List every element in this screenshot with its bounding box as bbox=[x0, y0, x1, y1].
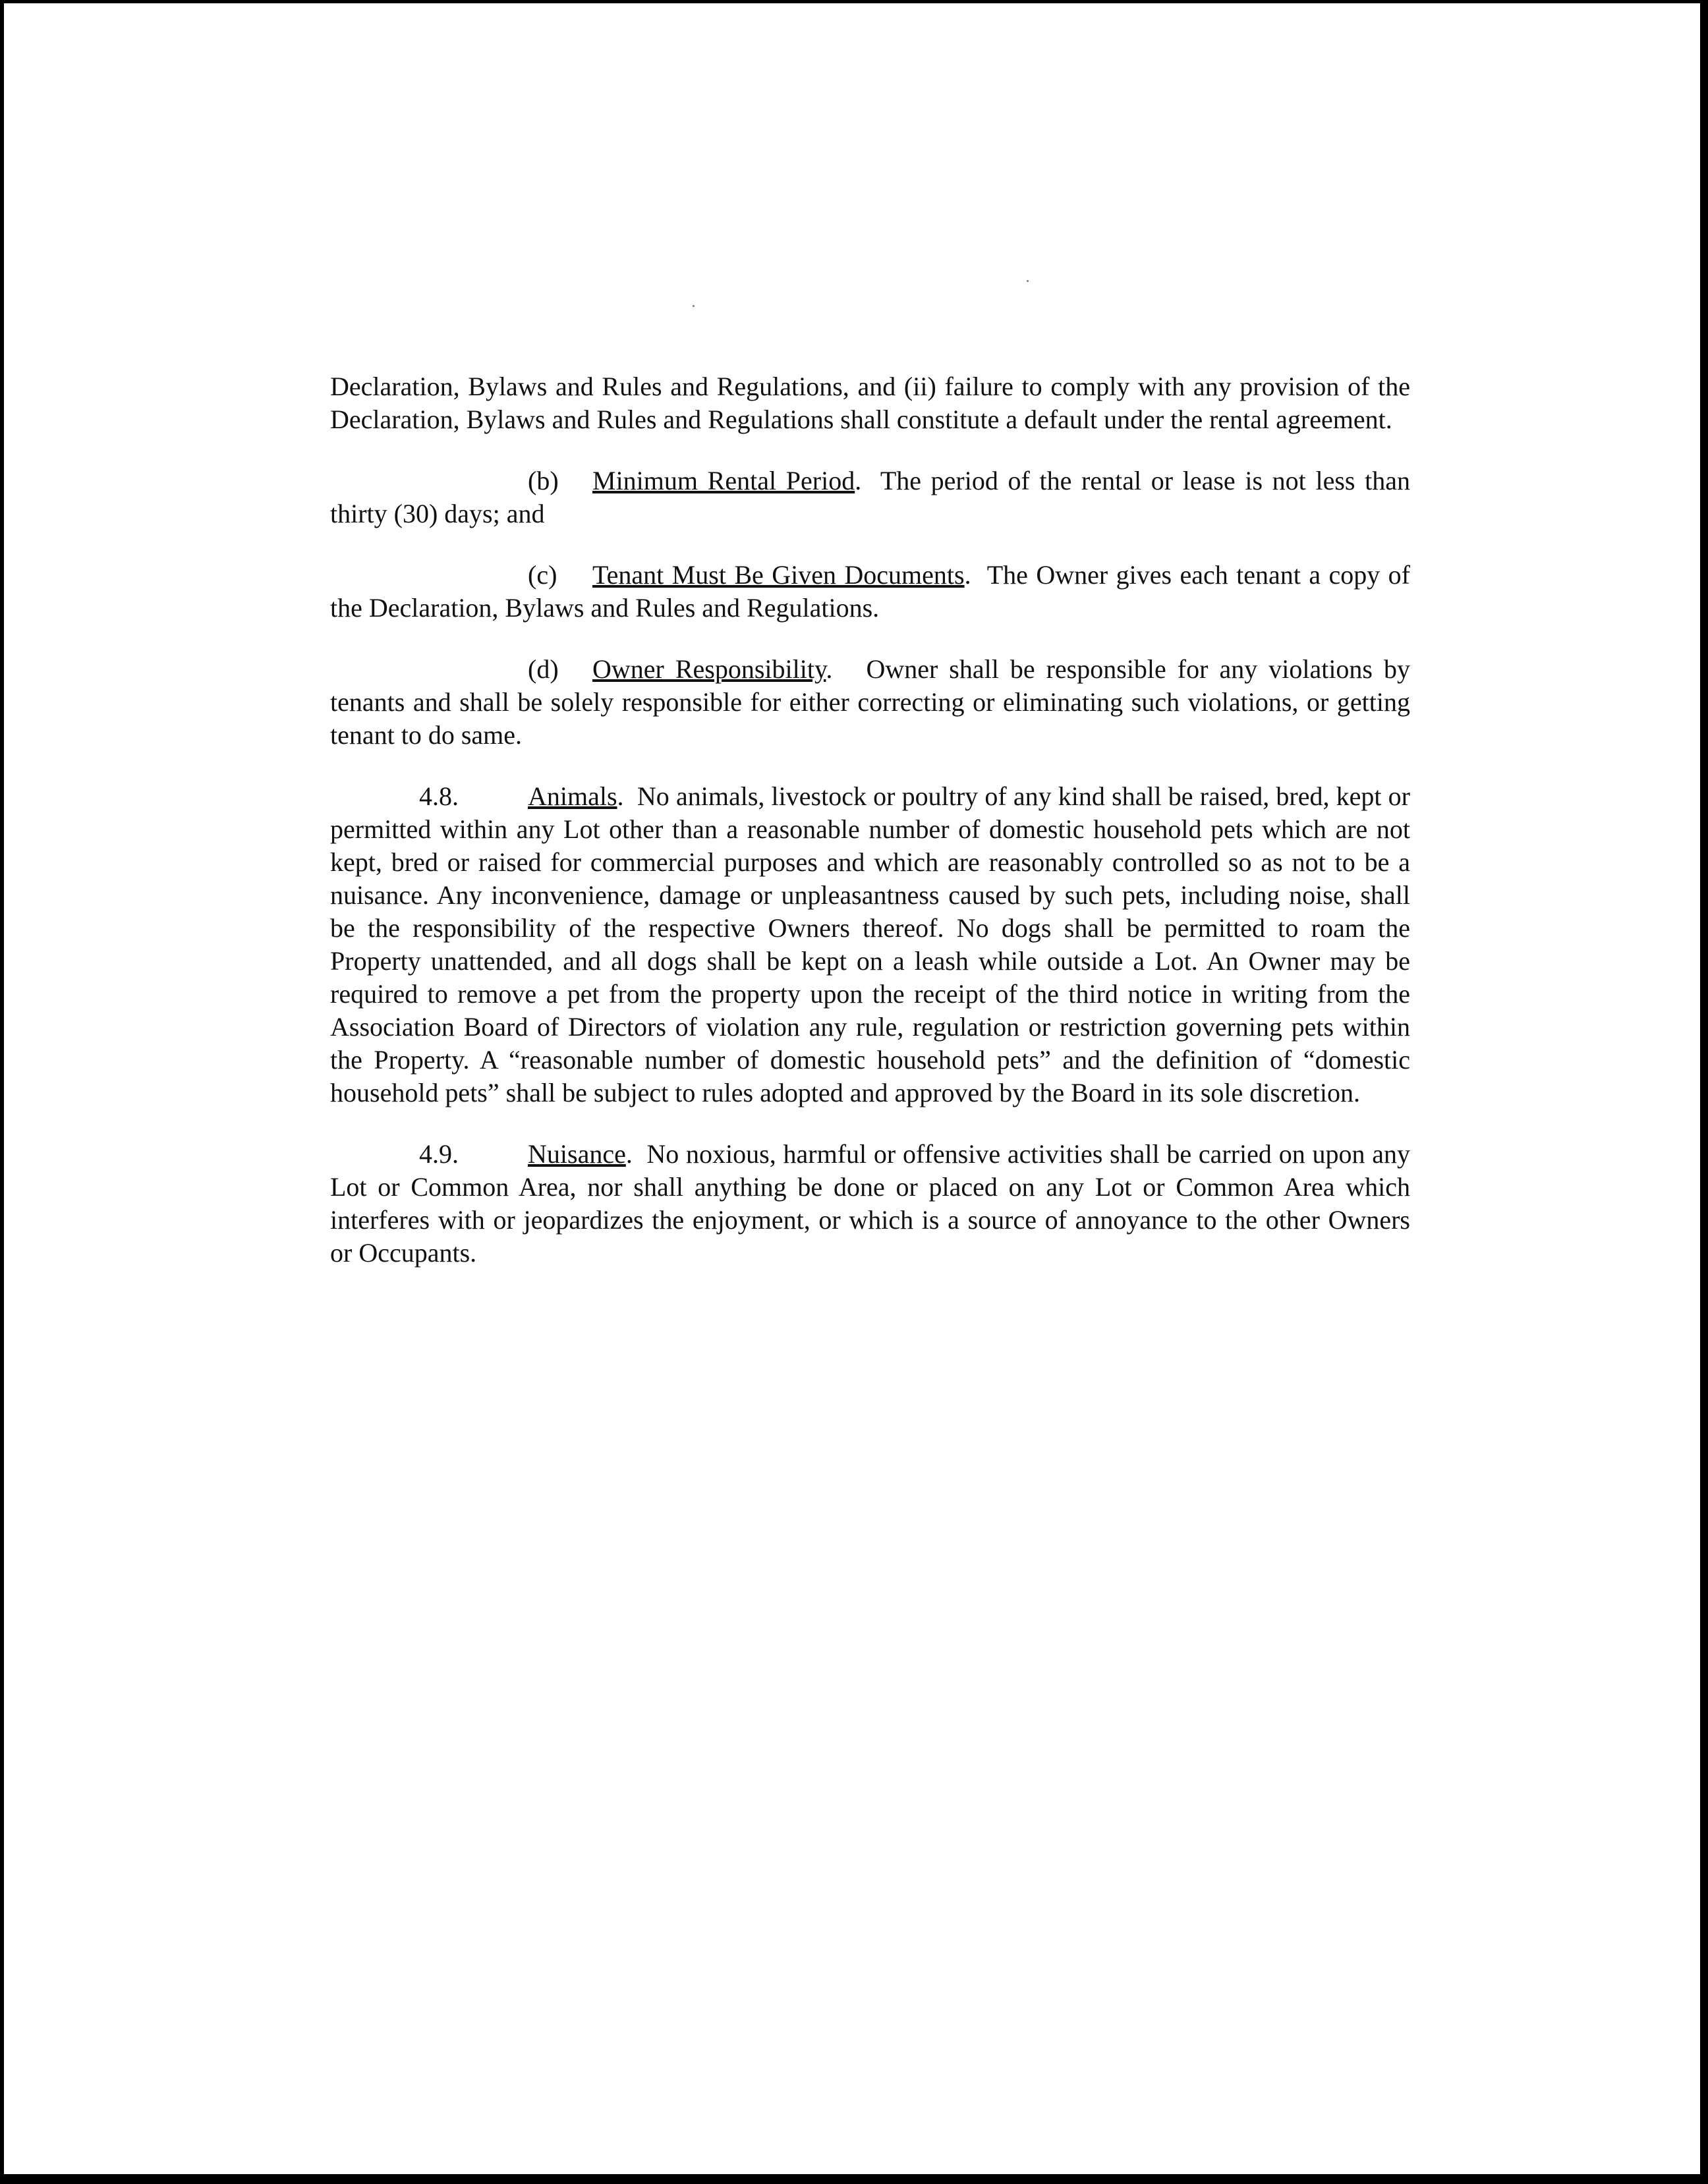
subsection-d: (d) Owner Responsibility. Owner shall be responsible for any violations by tenants and shall be solely responsible for either correcting or eliminating such violations, or getting tenant to do same. bbox=[330, 654, 1411, 750]
intro-text: Declaration, Bylaws and Rules and Regulations, and (ii) failure to comply with any provision of the Declaration, Bylaws and Rules and Regulations shall constitute a default under the rental agreement. bbox=[330, 372, 1410, 434]
subsection-heading: Tenant Must Be Given Documents bbox=[592, 560, 965, 590]
subsection-text: Owner shall be responsible for any violations by tenants and shall be solely responsible for either correcting or eliminating such violations, or getting tenant to do same. bbox=[330, 654, 1411, 750]
section-heading: Animals bbox=[528, 781, 617, 811]
subsection-c: (c) Tenant Must Be Given Documents. The Owner gives each tenant a copy of the Declaration, Bylaws and Rules and Regulations. bbox=[330, 560, 1411, 623]
section-4-9: 4.9. Nuisance. No noxious, harmful or offensive activities shall be carried on upon any Lot or Common Area, nor shall anything be done or placed on any Lot or Common Area which interferes with or jeopardizes the enjoyment, or which is a source of annoyance to the other Owners or Occupants. bbox=[330, 1139, 1411, 1268]
subsection-label: (c) bbox=[528, 560, 557, 590]
section-number: 4.9. bbox=[419, 1139, 459, 1169]
document-body bbox=[330, 370, 1410, 1298]
section-4-8: 4.8. Animals. No animals, livestock or poultry of any kind shall be raised, bred, kept or permitted within any Lot other than a reasonable number of domestic household pets which are not kept, bred or raised for commercial purposes and which are reasonably controlled so as not to be a nuisance. Any inconvenience, damage or unpleasantness caused by such pets, including noise, shall be the responsibility of the respective Owners thereof. No dogs shall be permitted to roam the Property unattended, and all dogs shall be kept on a leash while outside a Lot. An Owner may be required to remove a pet from the property upon the receipt of the third notice in writing from the Association Board of Directors of violation any rule, regulation or restriction governing pets within the Property. A “reasonable number of domestic household pets” and the definition of “domestic household pets” shall be subject to rules adopted and approved by the Board in its sole discretion. bbox=[330, 781, 1411, 1107]
section-heading: Nuisance bbox=[528, 1139, 626, 1169]
subsection-heading: Owner Responsibility bbox=[592, 654, 826, 684]
subsection-text: The Owner gives each tenant a copy of the Declaration, Bylaws and Rules and Regulations. bbox=[330, 560, 1411, 623]
subsection-label: (b) bbox=[528, 466, 559, 495]
subsection-text: The period of the rental or lease is not less than thirty (30) days; and bbox=[330, 466, 1410, 528]
section-text: No animals, livestock or poultry of any kind shall be raised, bred, kept or permitted within any Lot other than a reasonable number of domestic household pets which are not kept, bred or raised for commercial purposes and which are reasonably controlled so as not to be a nuisance. Any inconvenience, damage or unpleasantness caused by such pets, including noise, shall be the responsibility of the respective Owners thereof. No dogs shall be permitted to roam the Property unattended, and all dogs shall be kept on a leash while outside a Lot. An Owner may be required to remove a pet from the property upon the receipt of the third notice in writing from the Association Board of Directors of violation any rule, regulation or restriction governing pets within the Property. A “reasonable number of domestic household pets” and the definition of “domestic household pets” shall be subject to rules adopted and approved by the Board in its sole discretion. bbox=[330, 781, 1411, 1107]
scan-speck bbox=[1027, 280, 1029, 282]
intro-paragraph bbox=[330, 370, 1410, 436]
section-text: No noxious, harmful or offensive activities shall be carried on upon any Lot or Common Area, nor shall anything be done or placed on any Lot or Common Area which interferes with or jeopardizes the enjoyment, or which is a source of annoyance to the other Owners or Occupants. bbox=[330, 1139, 1411, 1268]
subsection-heading: Minimum Rental Period bbox=[592, 466, 855, 495]
document-page bbox=[4, 3, 1700, 2174]
subsection-label: (d) bbox=[528, 654, 559, 684]
section-number: 4.8. bbox=[419, 781, 459, 811]
subsection-b: (b) Minimum Rental Period. The period of the rental or lease is not less than thirty (30) days; and bbox=[330, 466, 1410, 528]
scan-speck bbox=[693, 305, 695, 307]
